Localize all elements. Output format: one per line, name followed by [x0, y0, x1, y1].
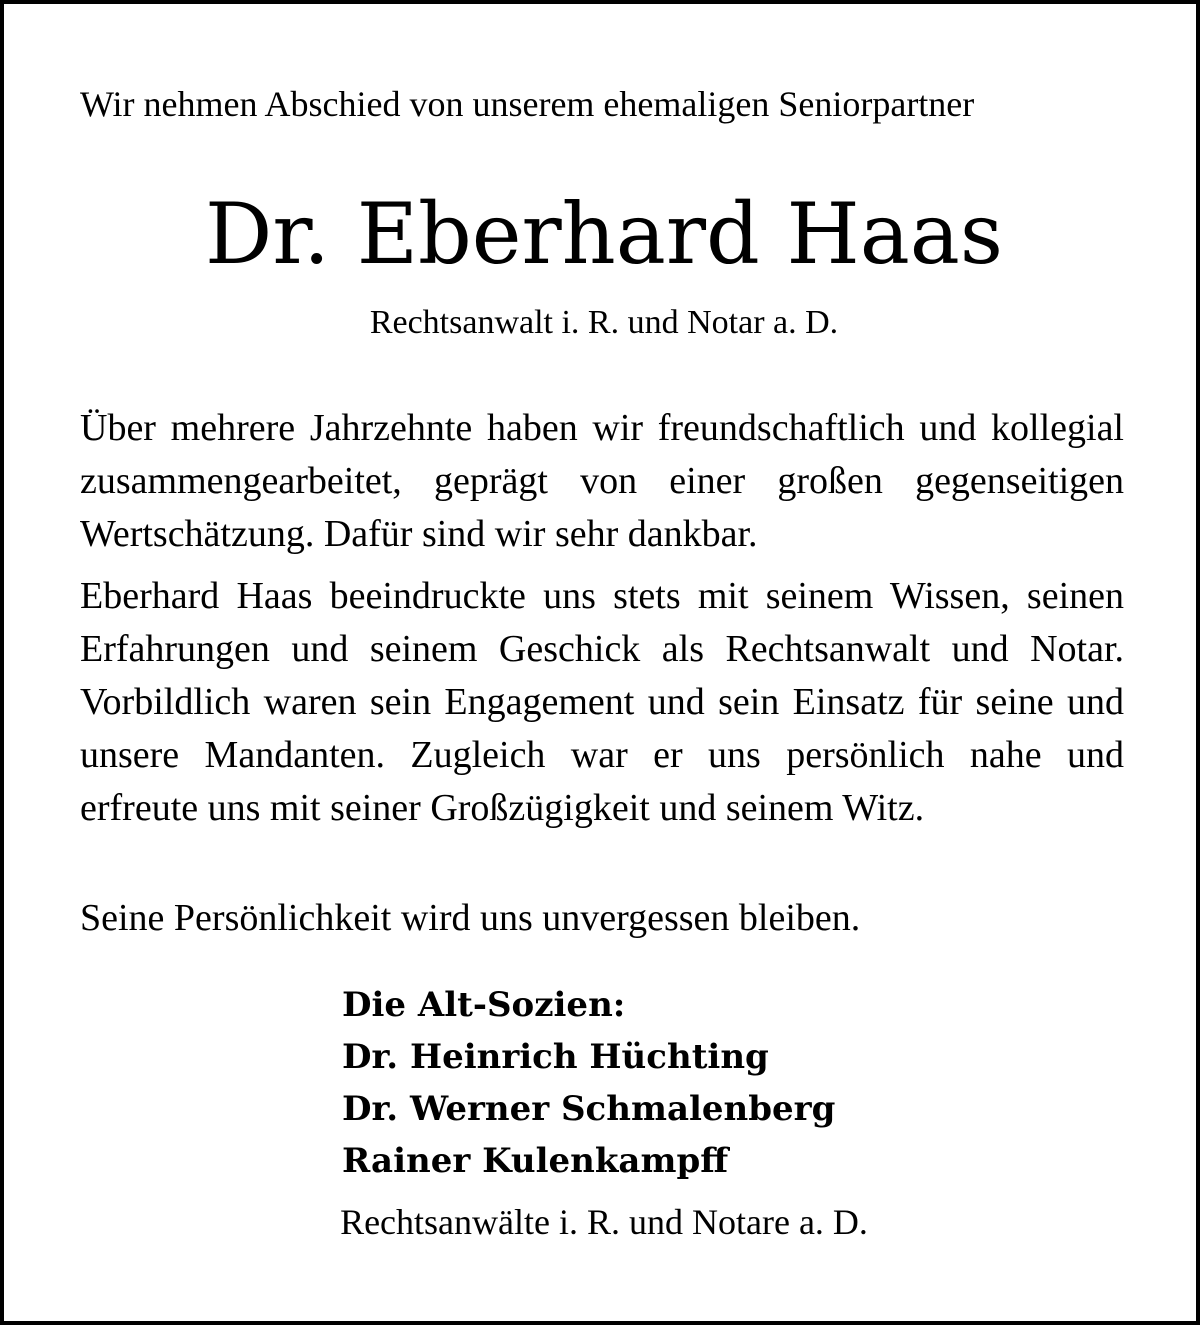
- signers-block: [342, 979, 835, 1187]
- closing-line: Rechtsanwälte i. R. und Notare a. D.: [340, 1202, 868, 1242]
- paragraph-remembrance: Seine Persönlichkeit wird uns unvergessen bleiben.: [80, 897, 861, 939]
- signer-name: Dr. Werner Schmalenberg: [342, 1089, 836, 1129]
- signer-name: Dr. Heinrich Hüchting: [342, 1037, 769, 1077]
- intro-line: Wir nehmen Abschied von unserem ehemaligen Seniorpartner: [80, 84, 975, 124]
- signer-name: Rainer Kulenkampff: [342, 1141, 729, 1181]
- deceased-name: Dr. Eberhard Haas: [205, 185, 1003, 283]
- signers-heading: Die Alt-Sozien:: [342, 985, 626, 1025]
- deceased-title: Rechtsanwalt i. R. und Notar a. D.: [369, 304, 839, 341]
- paragraph-tribute: Eberhard Haas beeindruckte uns stets mit seinem Wissen, seinen Erfahrungen und seinem Geschick als Rechtsanwalt und Notar. Vorbildlich waren sein Engagement und sein Einsatz für seine und unsere Mandanten. Zugleich war er uns persönlich nahe und erfreute uns mit seiner Großzügigkeit und seinem Witz.: [80, 575, 1124, 829]
- paragraph-collaboration: Über mehrere Jahrzehnte haben wir freundschaftlich und kollegial zusammengearbeitet, geprägt von einer großen gegenseitigen Wertschätzung. Dafür sind wir sehr dankbar.: [80, 407, 1124, 555]
